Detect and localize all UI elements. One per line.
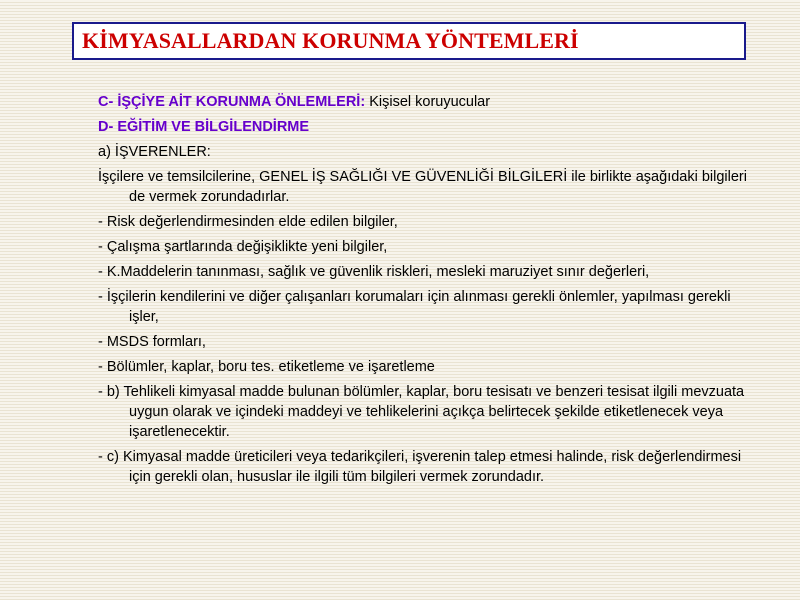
section-d-heading: D- EĞİTİM VE BİLGİLENDİRME <box>98 119 310 135</box>
list-item: - İşçilerin kendilerini ve diğer çalışanları korumaları için alınması gerekli önlemler, yapılması gerekli işler, <box>98 289 731 325</box>
list-item: - MSDS formları, <box>98 334 206 350</box>
list-item: - K.Maddelerin tanınması, sağlık ve güvenlik riskleri, mesleki maruziyet sınır değerleri, <box>98 264 650 280</box>
list-item: - c) Kimyasal madde üreticileri veya tedarikçileri, işverenin talep etmesi halinde, risk değerlendirmesi için gerekli olan, hususlar ile ilgili tüm bilgileri vermek zorundadır. <box>98 449 742 485</box>
section-c-text: Kişisel koruyucular <box>365 94 491 110</box>
title-box <box>72 22 746 60</box>
section-c-heading: C- İŞÇİYE AİT KORUNMA ÖNLEMLERİ: <box>98 94 366 110</box>
slide-content <box>98 92 758 492</box>
slide-title: KİMYASALLARDAN KORUNMA YÖNTEMLERİ <box>82 28 579 53</box>
subheading-employers: a) İŞVERENLER: <box>98 144 211 160</box>
list-item: - b) Tehlikeli kimyasal madde bulunan bölümler, kaplar, boru tesisatı ve benzeri tesisat ilgili mevzuata uygun olarak ve içindeki maddeyi ve tehlikelerini açıkça belirtecek şekilde etiketlenecek veya işaretlenecektir. <box>98 384 745 440</box>
intro-paragraph: İşçilere ve temsilcilerine, GENEL İŞ SAĞLIĞI VE GÜVENLİĞİ BİLGİLERİ ile birlikte aşağıdaki bilgileri de vermek zorundadırlar. <box>98 169 747 205</box>
list-item: - Bölümler, kaplar, boru tes. etiketleme ve işaretleme <box>98 359 435 375</box>
list-item: - Risk değerlendirmesinden elde edilen bilgiler, <box>98 214 398 230</box>
section-c-line <box>98 92 758 112</box>
list-item: - Çalışma şartlarında değişiklikte yeni bilgiler, <box>98 239 388 255</box>
